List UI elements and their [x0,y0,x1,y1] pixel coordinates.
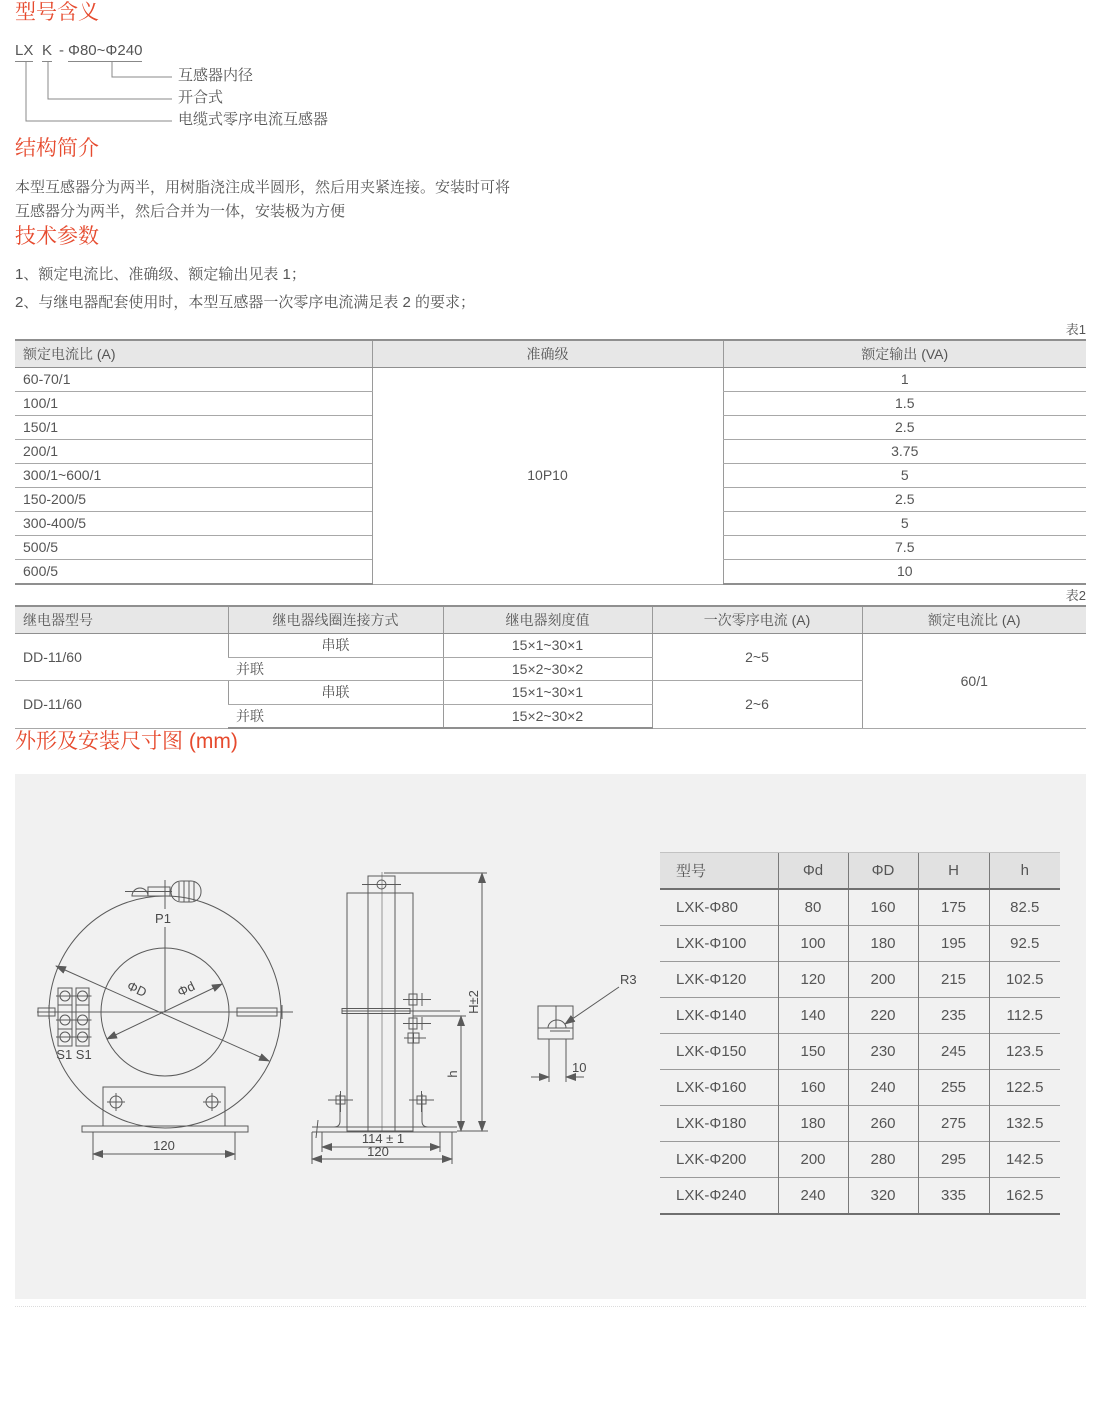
cell: 240 [848,1070,918,1106]
side-label-base-width: 120 [367,1144,389,1159]
cell: 80 [778,889,848,926]
structure-line-1: 本型互感器分为两半，用树脂浇注成半圆形，然后用夹紧连接。安装时可将 [15,179,511,196]
cell-ratio: 600/5 [15,560,372,585]
header-cell: 继电器刻度值 [443,606,652,634]
model-label-split-type: 开合式 [178,89,224,106]
front-label-base-width: 120 [153,1138,175,1153]
detail-label-radius: R3 [620,972,637,987]
table-header-row [15,606,1086,634]
table-row [660,1142,1060,1178]
model-token-series: LX [15,42,33,62]
cell-scale: 15×2~30×2 [443,657,652,681]
cell: 122.5 [989,1070,1060,1106]
cell: 195 [918,926,989,962]
cell-output: 1.5 [723,392,1086,416]
relay-matching-table [15,605,1086,729]
table-header-row [660,853,1060,890]
table-row [15,634,1086,658]
cell: 112.5 [989,998,1060,1034]
cell-model: LXK-Φ80 [676,899,738,916]
side-label-center-height: h [445,1070,460,1078]
table-row [660,998,1060,1034]
cell-primary-current: 2~5 [652,634,862,681]
cell-connection: 并联 [228,704,443,728]
section-title-model-meaning: 型号含义 [15,1,99,24]
cell-model: LXK-Φ160 [660,1070,778,1106]
cell-scale: 15×1~30×1 [443,681,652,705]
cell-relay-model: DD-11/60 [15,681,228,729]
cell-scale: 15×1~30×1 [443,634,652,658]
table-row [660,1106,1060,1142]
cell: 230 [848,1034,918,1070]
section-title-structure: 结构简介 [15,137,99,160]
table-row [660,962,1060,998]
cell: 160 [848,889,918,926]
cell-model: LXK-Φ140 [660,998,778,1034]
cell-ratio: 100/1 [15,392,372,416]
cell: 102.5 [989,962,1060,998]
cell: 280 [848,1142,918,1178]
header-cell: Φd [778,853,848,890]
side-view-drawing [300,869,510,1169]
cell-output: 7.5 [723,536,1086,560]
parameter-note-1: 1、额定电流比、准确级、额定输出见表 1； [15,266,306,283]
header-cell: 一次零序电流 (A) [652,606,862,634]
cell: 142.5 [989,1142,1060,1178]
cell-accuracy-class: 10P10 [372,368,723,585]
header-cell: H [918,853,989,890]
cell-relay-model: DD-11/60 [15,634,228,681]
dimension-drawing-panel [15,774,1086,1299]
cell: 180 [848,926,918,962]
cell: 123.5 [989,1034,1060,1070]
section-title-dimensions: 外形及安装尺寸图 (mm) [15,730,238,753]
cell: 295 [918,1142,989,1178]
cell: 245 [918,1034,989,1070]
cell: 240 [778,1178,848,1215]
model-label-cable-type: 电缆式零序电流互感器 [178,111,329,128]
cell-connection: 并联 [228,657,443,681]
page-bottom-divider [15,1306,1086,1307]
table-row [660,1070,1060,1106]
dimension-table [660,852,1060,1215]
cell-model: LXK-Φ100 [660,926,778,962]
side-label-overall-height: H±2 [466,990,481,1014]
cell: 220 [848,998,918,1034]
cell: 100 [778,926,848,962]
front-label-s1-terminals: S1 S1 [56,1047,92,1062]
header-cell: 准确级 [372,340,723,368]
cell: 175 [918,889,989,926]
table-row [660,926,1060,962]
cell: 335 [918,1178,989,1215]
cell: 235 [918,998,989,1034]
cell: 92.5 [989,926,1060,962]
cell-output: 3.75 [723,440,1086,464]
ratings-table [15,339,1086,585]
front-label-phi-D: ΦD [124,977,150,1000]
header-cell: 额定电流比 (A) [15,340,372,368]
cell: 132.5 [989,1106,1060,1142]
cell-connection: 串联 [228,634,443,658]
model-token-range: Φ80~Φ240 [68,42,142,62]
cell-model: LXK-Φ180 [660,1106,778,1142]
cell: 160 [778,1070,848,1106]
table-row [660,1178,1060,1215]
cell-output: 5 [723,512,1086,536]
cell: 215 [918,962,989,998]
cell-model: LXK-Φ200 [660,1142,778,1178]
cell-ratio: 500/5 [15,536,372,560]
header-cell: ΦD [848,853,918,890]
cell-output: 2.5 [723,488,1086,512]
front-label-phi-d: Φd [174,978,198,1000]
cell: 275 [918,1106,989,1142]
parameter-notes [15,266,1086,312]
detail-label-slot-width: 10 [572,1060,587,1075]
front-label-p1: P1 [155,911,171,926]
cell-ratio: 300-400/5 [15,512,372,536]
cell-primary-current: 2~6 [652,681,862,729]
cell: 82.5 [989,889,1060,926]
cell-output: 5 [723,464,1086,488]
cell-connection: 串联 [228,681,443,705]
cell-model: LXK-Φ240 [660,1178,778,1215]
header-cell: 型号 [660,853,778,890]
cell-ratio: 200/1 [15,440,372,464]
cell-ratio: 60-70/1 [15,368,372,392]
table-header-row [15,340,1086,368]
model-token-type: K [42,42,52,62]
model-code-diagram [15,40,535,136]
cell: 120 [778,962,848,998]
structure-line-2: 互感器分为两半，然后合并为一体，安装极为方便 [15,203,346,220]
cell: 320 [848,1178,918,1215]
cell-output: 10 [723,560,1086,585]
structure-paragraph [15,176,1086,224]
cell: 200 [778,1142,848,1178]
cell: 255 [918,1070,989,1106]
section-title-parameters: 技术参数 [15,225,99,248]
header-cell: 额定输出 (VA) [723,340,1086,368]
table-row [660,889,1060,926]
cell-output: 2.5 [723,416,1086,440]
slot-detail-drawing [525,959,665,1099]
cell-ratio: 300/1~600/1 [15,464,372,488]
cell-ratio: 150-200/5 [15,488,372,512]
cell: 162.5 [989,1178,1060,1215]
header-cell: h [989,853,1060,890]
cell-model: LXK-Φ120 [660,962,778,998]
cell-rated-ratio: 60/1 [862,634,1086,729]
table-row [15,368,1086,392]
cell: 200 [848,962,918,998]
model-token-dash: - [59,42,64,59]
cell-model: LXK-Φ150 [660,1034,778,1070]
cell-ratio: 150/1 [15,416,372,440]
cell: 180 [778,1106,848,1142]
table1-label: 表1 [1065,322,1086,337]
table-row [660,1034,1060,1070]
cell-scale: 15×2~30×2 [443,704,652,728]
side-label-hole-span: 114 ± 1 [361,1131,405,1146]
header-cell: 继电器线圈连接方式 [228,606,443,634]
front-view-drawing [35,869,315,1169]
cell: 140 [778,998,848,1034]
model-label-inner-diameter: 互感器内径 [178,67,254,84]
header-cell: 继电器型号 [15,606,228,634]
parameter-note-2: 2、与继电器配套使用时，本型互感器一次零序电流满足表 2 的要求； [15,294,476,311]
header-cell: 额定电流比 (A) [862,606,1086,634]
table2-label: 表2 [1065,588,1086,603]
cell: 260 [848,1106,918,1142]
cell: 150 [778,1034,848,1070]
cell-output: 1 [723,368,1086,392]
